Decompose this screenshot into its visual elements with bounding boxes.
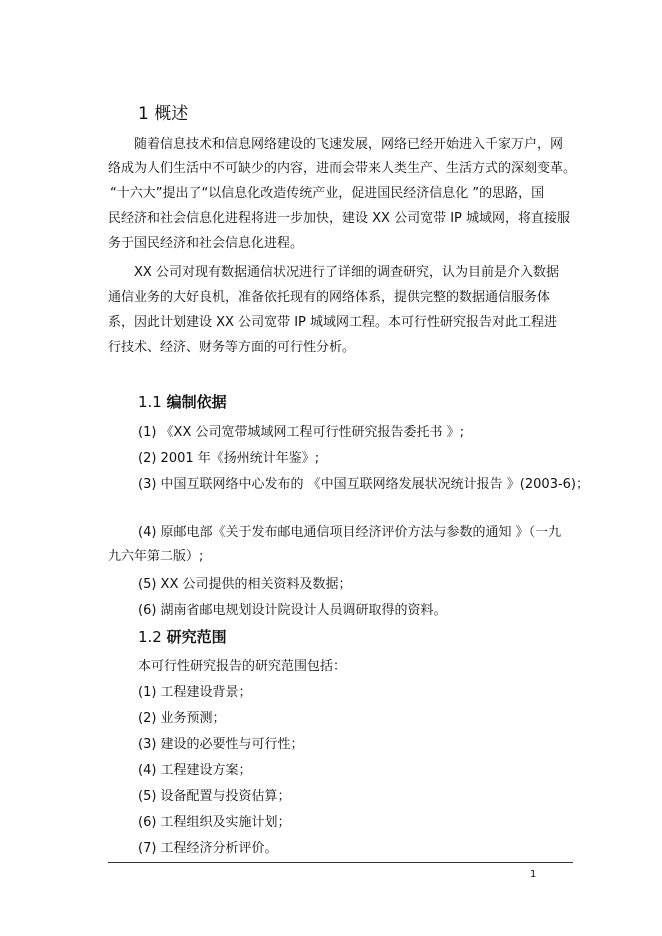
paragraph-line: 络成为人们生活中不可缺少的内容，进而会带来人类生产、生活方式的深刻变革。: [108, 161, 577, 176]
paragraph-line: 通信业务的大好良机，准备依托现有的网络体系，提供完整的数据通信服务体: [108, 290, 551, 305]
list-item: (5) 设备配置与投资估算；: [138, 789, 291, 804]
list-item-continuation: 九六年第二版）;: [108, 549, 204, 564]
paragraph-line: XX 公司对现有数据通信状况进行了详细的调查研究，认为目前是介入数据: [134, 265, 559, 280]
list-item: (6) 湖南省邮电规划设计院设计人员调研取得的资料。: [138, 603, 447, 618]
list-item: (4) 原邮电部《关于发布邮电通信项目经济评价方法与参数的通知 》（一九: [138, 525, 562, 540]
paragraph-line: 行技术、经济、财务等方面的可行性分析。: [108, 340, 356, 355]
section-1-2-heading: [138, 628, 227, 646]
paragraph-line: 系，因此计划建设 XX 公司宽带 IP 城域网工程。本可行性研究报告对此工程进: [108, 315, 558, 330]
paragraph-line: 务于国民经济和社会信息化进程。: [108, 236, 304, 251]
section-intro: 本可行性研究报告的研究范围包括：: [138, 659, 347, 674]
section-1-title: 1 概述: [138, 104, 189, 124]
paragraph-line: 随着信息技术和信息网络建设的飞速发展，网络已经开始进入千家万户，网: [134, 137, 564, 152]
section-1-1-heading: [138, 393, 227, 411]
list-item: (2) 2001 年《扬州统计年鉴》;: [138, 451, 320, 466]
section-number: 1.2: [138, 628, 162, 646]
list-item: (6) 工程组织及实施计划；: [138, 815, 291, 830]
list-item: (2) 业务预测；: [138, 711, 226, 726]
paragraph-line: 民经济和社会信息化进程将进一步加快，建设 XX 公司宽带 IP 城域网，将直接服: [108, 211, 571, 226]
footer-rule: [108, 862, 573, 863]
list-item: (3) 建设的必要性与可行性；: [138, 737, 304, 752]
section-title: 编制依据: [166, 393, 227, 411]
list-item: (7) 工程经济分析评价。: [138, 841, 278, 856]
list-item: (4) 工程建设方案；: [138, 763, 252, 778]
page-number: 1: [530, 869, 537, 880]
list-item: (5) XX 公司提供的相关资料及数据；: [138, 577, 352, 592]
section-title: 研究范围: [166, 628, 227, 646]
section-number: 1.1: [138, 393, 162, 411]
list-item: (1) 工程建设背景；: [138, 685, 252, 700]
list-item: (3) 中国互联网络中心发布的 《中国互联网络发展状况统计报告 》(2003-6)；: [138, 477, 590, 492]
list-item: (1) 《XX 公司宽带城域网工程可行性研究报告委托书 》;: [138, 425, 465, 440]
paragraph-line: “十六大”提出了“以信息化改造传统产业，促进国民经济信息化 ”的思路，国: [110, 186, 545, 201]
